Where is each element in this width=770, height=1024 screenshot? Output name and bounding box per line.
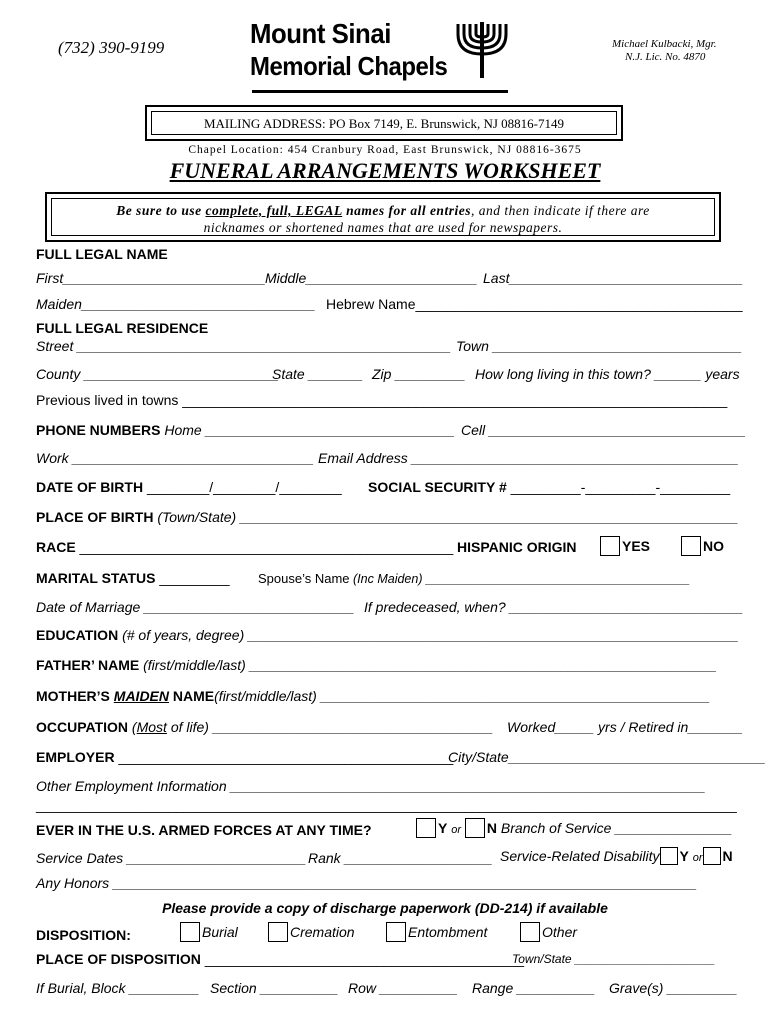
checkbox[interactable]	[520, 922, 540, 942]
previous-towns-field[interactable]: Previous lived in towns ______________________________________________________________________	[36, 392, 728, 408]
checkbox[interactable]	[600, 536, 620, 556]
chapel-phone: (732) 390-9199	[58, 38, 165, 57]
work-phone-field[interactable]: Work _______________________________	[36, 450, 314, 466]
disability-yes-label: Y	[679, 848, 689, 864]
hispanic-yes-option[interactable]	[600, 536, 650, 556]
education-label: EDUCATION	[36, 627, 119, 643]
burial-block-field[interactable]: If Burial, Block _________	[36, 980, 200, 996]
dd214-notice: Please provide a copy of discharge paperwork (DD-214) if available	[162, 900, 608, 916]
armed-forces-label: EVER IN THE U.S. ARMED FORCES AT ANY TIME?	[36, 822, 372, 838]
ssn-field[interactable]: _________-_________-_________	[506, 479, 731, 495]
years-in-town-field[interactable]: How long living in this town? ______ years	[475, 366, 740, 382]
other-employment-field[interactable]: Other Employment Information _____________________________________________________________	[36, 778, 706, 794]
other-label: Other	[542, 924, 578, 940]
hebrew-name-field[interactable]: Hebrew Name__________________________________________	[326, 296, 743, 312]
zip-field[interactable]: Zip _________	[372, 366, 466, 382]
place-of-birth-row	[36, 509, 738, 525]
spouse-label: Spouse’s Name	[258, 571, 350, 586]
mailing-address: MAILING ADDRESS: PO Box 7149, E. Brunswick, NJ 08816-7149	[203, 116, 565, 131]
logo-line1: Mount Sinai	[250, 18, 391, 49]
marital-status-label: MARITAL STATUS	[36, 570, 156, 586]
occupation-label: OCCUPATION	[36, 719, 129, 735]
armed-forces-row	[36, 822, 372, 838]
dob-field[interactable]: ________/________/________	[143, 479, 342, 495]
occupation-most: Most	[136, 719, 167, 735]
father-label: FATHER’ NAME	[36, 657, 140, 673]
full-legal-name-heading: FULL LEGAL NAME	[36, 246, 168, 262]
place-of-disposition-row	[36, 951, 524, 967]
disposition-burial-option[interactable]	[180, 922, 238, 942]
armed-no-label: N	[486, 820, 498, 836]
home-phone-field[interactable]: Home ________________________________	[160, 422, 455, 438]
disability-or-label: or	[692, 852, 703, 864]
state-field[interactable]: State _______	[272, 366, 364, 382]
spouse-row	[258, 571, 690, 586]
date-of-marriage-field[interactable]: Date of Marriage ___________________________	[36, 599, 355, 615]
county-field[interactable]: County _________________________	[36, 366, 279, 382]
street-field[interactable]: Street ________________________________________________	[36, 338, 451, 354]
employer-city-state-field[interactable]: City/State_________________________________	[448, 749, 766, 765]
page-title: FUNERAL ARRANGEMENTS WORKSHEET	[169, 158, 601, 183]
email-field[interactable]: Email Address __________________________________________	[318, 450, 739, 466]
notice-line1	[47, 203, 719, 219]
disposition-town-state-field[interactable]: Town/State _____________________	[512, 952, 716, 966]
disability-no-label: N	[722, 848, 733, 864]
disability-row	[500, 847, 733, 865]
dob-row	[36, 479, 342, 495]
pob-label: PLACE OF BIRTH	[36, 509, 154, 525]
marital-status-row	[36, 570, 229, 586]
service-dates-field[interactable]: Service Dates _______________________	[36, 850, 307, 866]
other-employment-line2[interactable]: __________________________________________________________________________________________	[36, 797, 737, 813]
notice-part1: Be sure to use	[116, 203, 206, 218]
armed-forces-options	[416, 818, 732, 838]
notice-line2: nicknames or shortened names that are used for newspapers.	[203, 220, 563, 235]
race-label: RACE	[36, 539, 76, 555]
disposition-entombment-option[interactable]	[386, 922, 487, 942]
branch-field[interactable]: Branch of Service _______________	[497, 820, 733, 836]
mother-maiden-label: MAIDEN	[113, 688, 170, 704]
checkbox[interactable]	[465, 818, 485, 838]
checkbox[interactable]	[268, 922, 288, 942]
marital-status-field[interactable]: _________	[155, 570, 230, 586]
race-row	[36, 539, 453, 555]
employer-row	[36, 749, 453, 765]
phone-numbers-label: PHONE NUMBERS	[36, 422, 161, 438]
burial-row-field[interactable]: Row __________	[348, 980, 458, 996]
ssn-label: SOCIAL SECURITY #	[368, 479, 507, 495]
employer-label: EMPLOYER	[36, 749, 115, 765]
maiden-name-field[interactable]: Maiden______________________________	[36, 296, 316, 312]
cremation-label: Cremation	[290, 924, 355, 940]
ssn-row	[368, 479, 730, 495]
hispanic-yes-label: YES	[622, 538, 651, 554]
notice-box	[45, 192, 721, 242]
dob-label: DATE OF BIRTH	[36, 479, 144, 495]
checkbox[interactable]	[416, 818, 436, 838]
phone-numbers-row	[36, 422, 455, 438]
logo-line2: Memorial Chapels	[250, 51, 448, 81]
manager-name: Michael Kulbacki, Mgr.	[612, 38, 717, 50]
first-name-field[interactable]: First__________________________	[36, 270, 266, 286]
hispanic-no-label: NO	[703, 538, 724, 554]
rank-field[interactable]: Rank ___________________	[308, 850, 493, 866]
chapel-location: Chapel Location: 454 Cranbury Road, East Brunswick, NJ 08816-3675	[188, 144, 582, 156]
hispanic-no-option[interactable]	[681, 536, 724, 556]
mother-row	[36, 688, 710, 704]
place-of-disposition-field[interactable]: _________________________________________	[200, 951, 525, 967]
logo-rule	[252, 90, 508, 93]
burial-grave-field[interactable]: Grave(s) _________	[609, 980, 738, 996]
father-field[interactable]: (first/middle/last) ____________________________________________________________	[139, 657, 717, 673]
honors-field[interactable]: Any Honors ___________________________________________________________________________	[36, 875, 697, 891]
burial-section-field[interactable]: Section __________	[210, 980, 339, 996]
last-name-field[interactable]: Last______________________________	[483, 270, 744, 286]
mailing-address-box	[145, 105, 623, 141]
mother-label-1: MOTHER’S	[36, 688, 114, 704]
license-number: N.J. Lic. No. 4870	[625, 51, 706, 63]
burial-range-field[interactable]: Range __________	[472, 980, 596, 996]
notice-part4: , and then indicate if there are	[470, 203, 650, 218]
checkbox[interactable]	[660, 847, 678, 865]
spouse-field[interactable]: (Inc Maiden) ______________________________________	[349, 572, 691, 586]
occupation-field[interactable]: of life) ____________________________________	[166, 719, 494, 735]
disposition-other-option[interactable]	[520, 922, 577, 942]
menorah-icon	[454, 20, 510, 82]
middle-name-field[interactable]: Middle______________________	[265, 270, 478, 286]
notice-part3: names for all entries	[342, 203, 471, 218]
full-legal-residence-heading: FULL LEGAL RESIDENCE	[36, 320, 209, 336]
occupation-row: OCCUPATION (Most of life) ____________________________________	[36, 719, 494, 735]
predeceased-field[interactable]: If predeceased, when? ______________________________	[364, 599, 744, 615]
armed-yes-label: Y	[438, 820, 448, 836]
checkbox[interactable]	[386, 922, 406, 942]
disposition-label: DISPOSITION:	[36, 927, 131, 943]
notice-part2: complete, full, LEGAL	[205, 203, 343, 218]
father-row	[36, 657, 717, 673]
town-field[interactable]: Town ________________________________	[456, 338, 742, 354]
education-field[interactable]: (# of years, degree) _______________________________________________________________	[118, 627, 739, 643]
worked-retired-field[interactable]: Worked_____ yrs / Retired in_______	[507, 719, 743, 735]
checkbox[interactable]	[703, 847, 721, 865]
checkbox[interactable]	[180, 922, 200, 942]
mother-field[interactable]: (first/middle/last) __________________________________________________	[214, 688, 711, 704]
education-row	[36, 627, 739, 643]
armed-or-label: or	[451, 824, 462, 836]
race-field[interactable]: ________________________________________________	[75, 539, 454, 555]
disposition-cremation-option[interactable]	[268, 922, 355, 942]
hispanic-origin-label: HISPANIC ORIGIN	[457, 539, 577, 555]
entombment-label: Entombment	[408, 924, 488, 940]
pob-field[interactable]: (Town/State) ________________________________________________________________	[153, 509, 739, 525]
logo	[250, 18, 512, 98]
employer-field[interactable]: ___________________________________________	[114, 749, 454, 765]
mother-label-2: NAME	[169, 688, 215, 704]
place-of-disposition-label: PLACE OF DISPOSITION	[36, 951, 201, 967]
cell-phone-field[interactable]: Cell _________________________________	[461, 422, 746, 438]
disability-label: Service-Related Disability	[500, 848, 660, 864]
checkbox[interactable]	[681, 536, 701, 556]
burial-label: Burial	[202, 924, 238, 940]
